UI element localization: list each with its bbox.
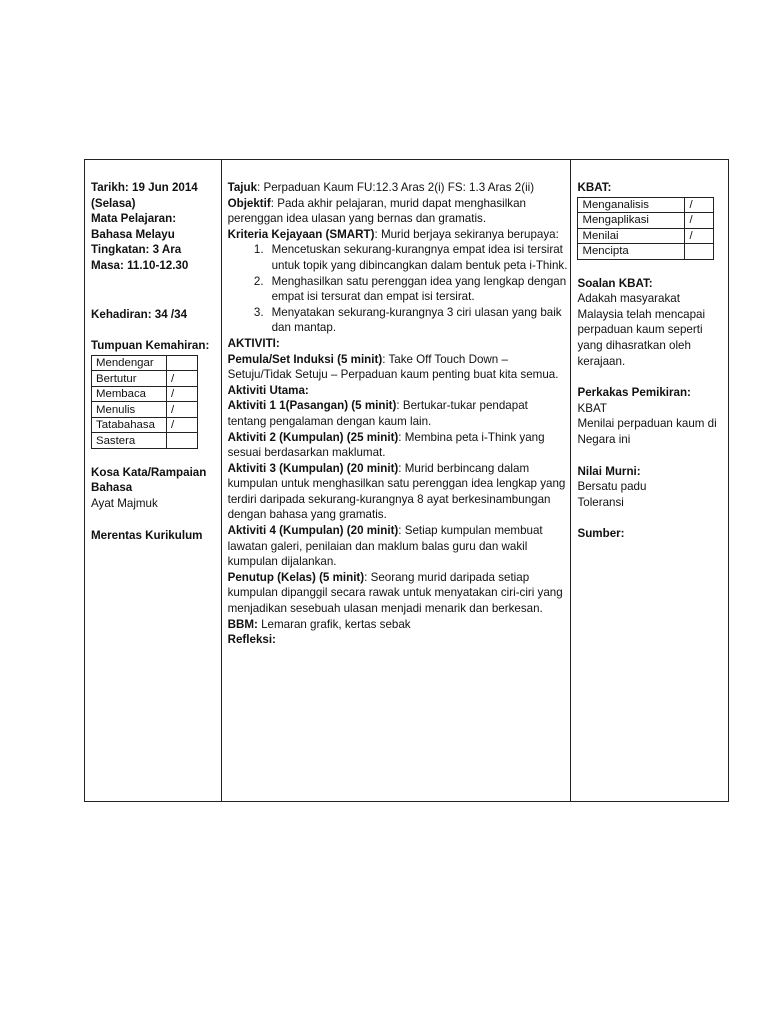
table-row (92, 402, 198, 418)
activity4-value: : Setiap kumpulan membuat lawatan galeri, penilaian dan maklum balas guru dan wakil kumpulan dijalankan. (227, 524, 543, 569)
skills-table (91, 355, 198, 449)
table-row (92, 355, 198, 371)
materials-line (228, 617, 569, 633)
activity3-label: Aktiviti 3 (Kumpulan) (20 minit) (227, 461, 399, 475)
kbat-name: Menilai (578, 228, 685, 244)
skill-mark: / (167, 402, 198, 418)
kbat-mark: / (685, 228, 714, 244)
main-activity-label: Aktiviti Utama: (227, 383, 309, 397)
list-text: Menyatakan sekurang-kurangnya 3 ciri ulasan yang baik dan mantap. (271, 305, 562, 335)
date-text: Tarikh: 19 Jun 2014 (91, 181, 198, 194)
skill-name: Mendengar (92, 355, 167, 371)
lesson-plan-table (84, 159, 729, 802)
cross-curriculum-label: Merentas Kurikulum (91, 528, 203, 542)
table-row (578, 213, 714, 229)
list-item (228, 242, 569, 273)
attendance-text: Kehadiran: 34 /34 (91, 307, 188, 321)
subject-value: Bahasa Melayu (91, 227, 175, 241)
skill-mark: / (167, 417, 198, 433)
activity2-line (228, 430, 569, 461)
skill-mark (167, 355, 198, 371)
closure-label: Penutup (Kelas) (5 minit) (227, 570, 365, 584)
values-label: Nilai Murni: (577, 464, 641, 478)
criteria-value: : Murid berjaya sekiranya berupaya: (374, 227, 559, 241)
activity4-label: Aktiviti 4 (Kumpulan) (20 minit) (227, 524, 399, 538)
activity2-label: Aktiviti 2 (Kumpulan) (25 minit) (227, 430, 399, 444)
objective-value: : Pada akhir pelajaran, murid dapat menghasilkan perenggan idea ulasan yang bernas dan gramatis. (227, 196, 526, 226)
skill-name: Menulis (92, 402, 167, 418)
topic-line (228, 180, 569, 196)
activity2-value: : Membina peta i-Think yang sesuai berdasarkan maklumat. (227, 430, 545, 460)
closure-line (228, 570, 569, 617)
materials-value: Lemaran grafik, kertas sebak (257, 617, 411, 631)
skill-mark: / (167, 386, 198, 402)
kbat-question-value: Adakah masyarakat Malaysia telah mencapai perpaduan kaum seperti yang dihasratkan oleh kerajaan. (577, 292, 706, 368)
right-column (571, 160, 728, 801)
reflection-label: Refleksi: (227, 633, 276, 647)
value-item: Bersatu padu (577, 480, 647, 494)
objective-line (228, 196, 569, 227)
kbat-table (577, 197, 714, 260)
induction-line (228, 352, 569, 383)
source-label: Sumber: (577, 527, 625, 541)
objective-label: Objektif (227, 196, 271, 210)
day-text: (Selasa) (91, 196, 136, 210)
table-row (578, 197, 714, 213)
time-text: Masa: 11.10-12.30 (91, 258, 189, 272)
list-item (228, 274, 569, 305)
kbat-mark: / (685, 197, 714, 213)
kbat-name: Mengaplikasi (578, 213, 685, 229)
thinking-tools-detail: Menilai perpaduan kaum di Negara ini (577, 417, 717, 446)
kbat-question-label: Soalan KBAT: (577, 276, 653, 290)
skill-name: Sastera (92, 433, 167, 449)
list-item (228, 305, 569, 336)
skill-name: Tatabahasa (92, 417, 167, 433)
kbat-mark: / (685, 213, 714, 229)
list-number: 1. (253, 243, 264, 257)
topic-label: Tajuk (227, 181, 258, 194)
skill-name: Membaca (92, 386, 167, 402)
activity1-label: Aktiviti 1 1(Pasangan) (5 minit) (227, 399, 397, 413)
vocabulary-label-2: Bahasa (91, 481, 133, 495)
skill-name: Bertutur (92, 371, 167, 387)
kbat-label: KBAT: (577, 181, 612, 194)
activity3-value: : Murid berbincang dalam kumpulan untuk menghasilkan satu perenggan idea lengkap yang terdiri daripada sekurang-kurangnya 8 ayat berkesinambungan dengan bahasa yang gramatis. (227, 461, 566, 522)
criteria-label: Kriteria Kejayaan (SMART) (227, 227, 375, 241)
activity-heading: AKTIVITI: (227, 336, 280, 350)
closure-value: : Seorang murid daripada setiap kumpulan dipanggil secara rawak untuk menyatakan ciri-ciri yang menjadikan sesebuah ulasan menjadi menarik dan berkesan. (227, 570, 563, 616)
vocabulary-value: Ayat Majmuk (91, 496, 158, 510)
table-row (92, 371, 198, 387)
criteria-line (228, 227, 569, 243)
table-row (92, 433, 198, 449)
skills-focus-label: Tumpuan Kemahiran: (91, 339, 210, 353)
skill-mark: / (167, 371, 198, 387)
kbat-name: Mencipta (578, 244, 685, 260)
list-number: 2. (253, 274, 264, 288)
thinking-tools-value: KBAT (577, 401, 607, 415)
activity4-line (228, 523, 569, 570)
vocabulary-label: Kosa Kata/Rampaian (91, 465, 207, 479)
table-row (92, 386, 198, 402)
induction-label: Pemula/Set Induksi (5 minit) (227, 352, 383, 366)
activity3-line (228, 461, 569, 523)
list-text: Mencetuskan sekurang-kurangnya empat idea isi tersirat untuk topik yang dibincangkan dalam bentuk peta i-Think. (271, 243, 568, 272)
list-text: Menghasilkan satu perenggan idea yang lengkap dengan empat isi tersurat dan empat isi tersirat. (271, 274, 567, 304)
value-item: Toleransi (577, 495, 624, 509)
topic-value: : Perpaduan Kaum FU:12.3 Aras 2(i) FS: 1.3 Aras 2(ii) (257, 181, 535, 194)
activity1-value: : Bertukar-tukar pendapat tentang pengalaman dengan kaum lain. (227, 399, 528, 428)
thinking-tools-label: Perkakas Pemikiran: (577, 386, 691, 400)
table-row (578, 228, 714, 244)
kbat-name: Menganalisis (578, 197, 685, 213)
materials-label: BBM: (227, 617, 258, 631)
left-column (85, 160, 222, 801)
middle-column (222, 160, 572, 801)
induction-value: : Take Off Touch Down – Setuju/Tidak Setuju – Perpaduan kaum penting buat kita semua. (227, 352, 559, 382)
form-text: Tingkatan: 3 Ara (91, 243, 182, 257)
criteria-list (228, 242, 569, 336)
subject-label: Mata Pelajaran: (91, 212, 177, 226)
table-row (92, 417, 198, 433)
activity1-line (228, 398, 569, 429)
skill-mark (167, 433, 198, 449)
table-row (578, 244, 714, 260)
kbat-mark (685, 244, 714, 260)
list-number: 3. (253, 305, 264, 319)
